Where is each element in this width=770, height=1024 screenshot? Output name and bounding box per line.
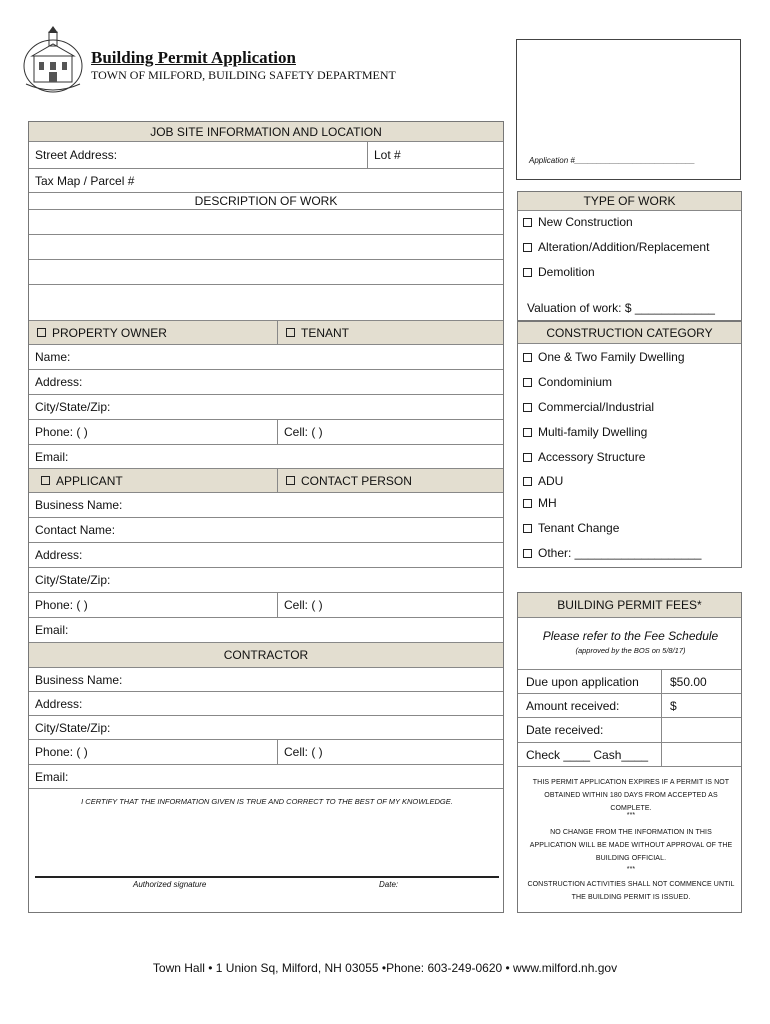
tax-map-field[interactable]: Tax Map / Parcel # <box>29 169 503 193</box>
contractor-phone-field[interactable]: Phone: ( ) <box>35 745 88 759</box>
owner-name-field[interactable]: Name: <box>29 345 503 370</box>
date-label: Date: <box>379 880 399 889</box>
signature-label: Authorized signature <box>133 880 207 889</box>
fees-heading-text: BUILDING PERMIT FEES* <box>557 598 702 612</box>
contractor-address-field[interactable]: Address: <box>29 692 503 716</box>
applicant-contact-name-field[interactable]: Contact Name: <box>29 518 503 543</box>
expiry-note: THIS PERMIT APPLICATION EXPIRES IF A PERMIT IS NOT OBTAINED WITHIN 180 DAYS FROM ACCEPTED AS COMPLETE. <box>532 779 730 812</box>
property-owner-option[interactable] <box>29 321 167 344</box>
applicant-phone-field[interactable]: Phone: ( ) <box>35 598 88 612</box>
tenant-checkbox[interactable] <box>286 328 295 337</box>
owner-header-row <box>29 321 503 345</box>
form-subtitle: TOWN OF MILFORD, BUILDING SAFETY DEPARTMENT <box>91 68 396 82</box>
separator-1: *** <box>626 812 636 819</box>
tenant-change-option[interactable] <box>523 521 619 535</box>
applicant-header-row <box>29 469 503 493</box>
job-site-heading <box>29 122 503 142</box>
owner-phone-row <box>29 420 503 445</box>
mh-option[interactable] <box>523 496 557 510</box>
demolition-checkbox[interactable] <box>523 268 532 277</box>
alteration-option[interactable] <box>523 240 709 254</box>
one-two-family-checkbox[interactable] <box>523 353 532 362</box>
adu-checkbox[interactable] <box>523 477 532 486</box>
applicant-address-field[interactable]: Address: <box>29 543 503 568</box>
tenant-change-checkbox[interactable] <box>523 524 532 533</box>
commence-note: CONSTRUCTION ACTIVITIES SHALL NOT COMMENCE UNTIL THE BUILDING PERMIT IS ISSUED. <box>527 881 735 901</box>
fees-panel <box>517 592 742 913</box>
certify-statement: I CERTIFY THAT THE INFORMATION GIVEN IS TRUE AND CORRECT TO THE BEST OF MY KNOWLEDGE. <box>81 797 453 806</box>
type-of-work-heading <box>518 192 741 211</box>
adu-option[interactable] <box>523 474 563 488</box>
tenant-change-label: Tenant Change <box>538 521 620 535</box>
mh-checkbox[interactable] <box>523 499 532 508</box>
fee-approval-note: (approved by the BOS on 5/8/17) <box>575 646 686 655</box>
alteration-checkbox[interactable] <box>523 243 532 252</box>
applicant-phone-row <box>29 593 503 618</box>
owner-cell-field[interactable]: Cell: ( ) <box>284 425 323 439</box>
description-heading-text: DESCRIPTION OF WORK <box>194 194 338 208</box>
contact-person-checkbox[interactable] <box>286 476 295 485</box>
fee-schedule-note: Please refer to the Fee Schedule <box>542 629 719 643</box>
accessory-structure-checkbox[interactable] <box>523 453 532 462</box>
owner-city-field[interactable]: City/State/Zip: <box>29 395 503 420</box>
description-line-2[interactable] <box>29 235 503 260</box>
other-checkbox[interactable] <box>523 549 532 558</box>
construction-category-panel <box>517 321 742 568</box>
commercial-option[interactable] <box>523 400 654 414</box>
commercial-label: Commercial/Industrial <box>538 400 655 414</box>
date-received-label: Date received: <box>526 723 604 737</box>
applicant-cell-field[interactable]: Cell: ( ) <box>284 598 323 612</box>
property-owner-checkbox[interactable] <box>37 328 46 337</box>
due-label: Due upon application <box>526 674 639 689</box>
valuation-field[interactable]: Valuation of work: $ ____________ <box>527 301 715 315</box>
owner-address-field[interactable]: Address: <box>29 370 503 395</box>
accessory-structure-label: Accessory Structure <box>538 450 646 464</box>
adu-label: ADU <box>538 474 564 488</box>
owner-email-field[interactable]: Email: <box>29 445 503 469</box>
amount-field[interactable]: $ <box>670 698 677 713</box>
due-value: $50.00 <box>670 674 707 689</box>
contact-person-label: CONTACT PERSON <box>301 473 412 488</box>
contractor-phone-row <box>29 740 503 765</box>
application-number-box <box>516 39 741 180</box>
type-of-work-heading-text: TYPE OF WORK <box>583 194 676 208</box>
one-two-family-label: One & Two Family Dwelling <box>538 350 685 364</box>
description-line-4[interactable] <box>29 285 503 321</box>
multi-family-checkbox[interactable] <box>523 428 532 437</box>
no-change-note: NO CHANGE FROM THE INFORMATION IN THIS APPLICATION WILL BE MADE WITHOUT APPROVAL OF THE BUILDING OFFICIAL. <box>529 829 733 862</box>
condominium-checkbox[interactable] <box>523 378 532 387</box>
signature-line[interactable] <box>35 876 499 878</box>
footer-contact: Town Hall • 1 Union Sq, Milford, NH 03055 •Phone: 603-249-0620 • www.milford.nh.gov <box>152 961 618 975</box>
applicant-label: APPLICANT <box>56 473 123 488</box>
applicant-option[interactable] <box>29 469 123 492</box>
job-site-heading-text: JOB SITE INFORMATION AND LOCATION <box>150 124 382 139</box>
amount-label: Amount received: <box>526 698 620 713</box>
condominium-option[interactable] <box>523 375 612 389</box>
tenant-option[interactable] <box>281 321 349 344</box>
date-received-field[interactable] <box>664 718 669 742</box>
description-heading <box>29 193 503 210</box>
left-form-panel <box>28 121 504 913</box>
amount-row <box>518 694 741 718</box>
new-construction-label: New Construction <box>538 215 633 229</box>
construction-category-heading <box>518 322 741 344</box>
alteration-label: Alteration/Addition/Replacement <box>538 240 710 254</box>
town-seal-icon <box>22 26 84 96</box>
other-label: Other: ___________________ <box>538 546 702 560</box>
date-received-row <box>518 718 741 743</box>
street-address-field[interactable]: Street Address: <box>35 148 118 162</box>
applicant-checkbox[interactable] <box>41 476 50 485</box>
application-number-label: Application #___________________________ <box>529 156 695 165</box>
street-address-row[interactable] <box>29 142 503 169</box>
description-line-1[interactable] <box>29 210 503 235</box>
contractor-city-field[interactable]: City/State/Zip: <box>29 716 503 740</box>
contractor-heading-text: CONTRACTOR <box>223 648 309 662</box>
tenant-label: TENANT <box>301 325 349 340</box>
applicant-business-name-field[interactable]: Business Name: <box>29 493 503 518</box>
contact-person-option[interactable] <box>281 469 412 492</box>
lot-field[interactable]: Lot # <box>374 148 401 162</box>
demolition-option[interactable] <box>523 265 595 279</box>
new-construction-option[interactable] <box>523 215 633 229</box>
applicant-email-field[interactable]: Email: <box>29 618 503 643</box>
separator-2: *** <box>626 866 636 873</box>
contractor-email-field[interactable]: Email: <box>29 765 503 789</box>
accessory-structure-option[interactable] <box>523 450 645 464</box>
owner-phone-field[interactable]: Phone: ( ) <box>35 425 88 439</box>
due-row <box>518 669 741 694</box>
description-line-3[interactable] <box>29 260 503 285</box>
multi-family-label: Multi-family Dwelling <box>538 425 648 439</box>
check-cash-row <box>518 743 741 767</box>
form-title: Building Permit Application <box>91 48 296 67</box>
applicant-city-field[interactable]: City/State/Zip: <box>29 568 503 593</box>
commercial-checkbox[interactable] <box>523 403 532 412</box>
condominium-label: Condominium <box>538 375 613 389</box>
contractor-heading <box>29 643 503 668</box>
property-owner-label: PROPERTY OWNER <box>52 325 167 340</box>
contractor-business-name-field[interactable]: Business Name: <box>29 668 503 692</box>
other-option[interactable] <box>523 546 701 560</box>
check-cash-field[interactable]: Check ____ Cash____ <box>526 747 649 762</box>
construction-category-heading-text: CONSTRUCTION CATEGORY <box>546 325 713 340</box>
fees-heading <box>518 593 741 618</box>
type-of-work-panel <box>517 191 742 321</box>
mh-label: MH <box>538 496 557 510</box>
multi-family-option[interactable] <box>523 425 647 439</box>
demolition-label: Demolition <box>538 265 595 279</box>
one-two-family-option[interactable] <box>523 350 685 364</box>
contractor-cell-field[interactable]: Cell: ( ) <box>284 745 323 759</box>
new-construction-checkbox[interactable] <box>523 218 532 227</box>
